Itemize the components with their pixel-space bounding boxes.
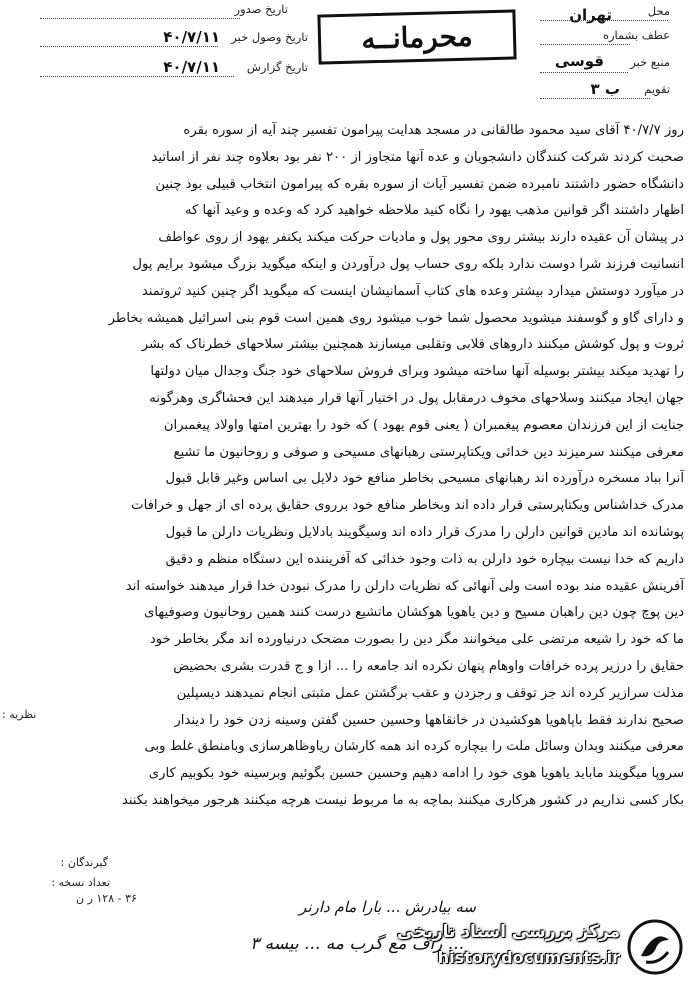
watermark-title: مرکز بررسی اسناد تاریخی xyxy=(397,922,620,942)
archive-logo-icon xyxy=(626,918,684,976)
copies-label: تعداد نسخه : xyxy=(51,876,110,889)
taqvim-line xyxy=(540,98,650,99)
body-line: حقایق را درزیر پرده خرافات واوهام پنهان نکرده اند جامعه را ... ازا و ج قدرت بشری بحضیض xyxy=(173,658,684,674)
body-line: معرفی میکنند وبدان وسائل ملت را بیچاره کرده اند همه کارشان ریاوظاهرسازی وبامنطق غلط وبی xyxy=(144,739,684,755)
signature-line-2: ... راف مع گرب مه ... بیسه ۳ xyxy=(250,934,464,954)
signature-line-1: سه بیادرش ... بارا مام دارنر xyxy=(299,898,476,916)
manba-label: منبع خبر xyxy=(630,55,670,69)
atf-line xyxy=(540,44,630,45)
manba-line xyxy=(540,72,628,73)
body-line: داریم که خدا نیست بیچاره خود دارلن به ذات وجود خدائی که آفریننده این دستگاه منظم و دقیق xyxy=(165,551,684,567)
body-line: معرفی میکنند سرمیزند دین خدائی ویکتاپرستی رهبانهای مسیحی و صوفی و روحانیون ما تشیع xyxy=(173,444,684,460)
body-line: در میآورد دوستش میدارد بیشتر وعده های کتاب آسمانیشان اینست که میگوید اگر چنین کنید ثروتمند xyxy=(141,283,684,299)
body-line: پوشانده اند مادین قوانین دارلن را مدرک قرار داده اند وسیگویند بادلایل ونظریات دارلن ما قبول xyxy=(165,524,684,540)
body-line: ثروت و پول کوشش میکنند داروهای قلابی وتقلبی میسازند همچنین بیشتر سلاحهای خطرناک که بشر xyxy=(141,337,684,353)
side-note-label: نظریه : xyxy=(2,708,37,721)
manba-value: قوسی xyxy=(554,52,604,70)
tarikh-sodur-line xyxy=(40,18,240,19)
body-line: در پیشان آن عقیده دارند بیشتر روی محور پول و مادیات حرکت میکند یکنفر یهود از روی عواطف xyxy=(158,230,684,246)
body-line: صحبت کردند شرکت کنندگان دانشجویان و عده آنها متجاوز از ۲۰۰ نفر بود بعلاوه چند نفر از اساتید xyxy=(151,149,684,165)
mahal-label: محل xyxy=(647,4,670,18)
taqvim-value: ب ۳ xyxy=(590,80,620,98)
confidential-stamp: محرمانــه xyxy=(317,9,516,64)
tarikh-gozaresh-line xyxy=(40,76,234,77)
body-line: صحیح ندارند فقط باپاهویا هوکشیدن در خانقاهها وحسین حسین گفتن وسینه زدن خود را دیندار xyxy=(174,712,684,728)
body-line: ما که خود را شیعه مرتضی علی میخوانند مگر دین را بصورت مضحک درنیاورده اند مگر بخاطر خود xyxy=(149,632,684,648)
body-line: انسانیت فرزند شرا دوست ندارد بلکه روی حساب پول درآوردن و اینکه میگوید بزرگ میشود برایم پول xyxy=(132,256,684,272)
tarikh-sodur-label: تاریخ صدور xyxy=(234,2,288,16)
body-line: آنرا بباد مسخره درآورده اند رهبانهای مسیحی بخاطر منافع خود دلایل بی اساس وغیر قابل قبول xyxy=(165,471,684,487)
body-line: آفرینش عقیده مند بوده است ولی آنهائی که نظریات دارلن را مدرک نبودن خدا قرار میدهند خواسته اند xyxy=(125,578,684,594)
body-line: جنایت از این فرزندان معصوم پیغمبران ( یعنی قوم یهود ) که خود را بهترین امتها واولاد پیغمبران xyxy=(163,417,684,433)
tarikh-gozaresh-value: ۴۰/۷/۱۱ xyxy=(163,58,220,76)
mahal-value: تهران xyxy=(569,6,612,24)
body-line: سروپا میگویند ماباید یاهویا هوی خود را ادامه دهیم وحسین حسین بگوئیم وبرسینه خود بکوبیم کاری xyxy=(148,766,684,782)
tarikh-vosul-line xyxy=(40,46,218,47)
body-line: را تهدید میکند بیشتر بوسیله آنها ساخته میشود وبرای فروش سلاحهای خود جنگ وجدال میان دولتها xyxy=(150,364,684,380)
tarikh-vosul-label: تاریخ وصول خبر xyxy=(231,30,308,44)
body-line: و دارای گاو و گوسفند میشوید محصول شما خوب میشود روی همین است قوم بنی اسرائیل همیشه بخاطر xyxy=(108,310,684,326)
body-line: جهان ایجاد میکنند وسلاحهای مخوف درمقابل پول در اختیار آنها قرار میدهند این فحشاگری وهرگونه xyxy=(149,390,684,406)
reference-number: ۳۶ - ۱۲۸ ر ن xyxy=(76,892,137,905)
body-line: مدرک خداشناس ویکتاپرستی قرار داده اند وبخاطر منافع خود برروی حقایق پرده ای از جهل و خرافات xyxy=(131,498,684,514)
body-line: اظهار داشتند اگر قوانین مذهب یهود را نگاه کنید ملاحظه خواهید کرد که وعده و وعید آنها که xyxy=(184,203,684,219)
archive-watermark xyxy=(397,912,690,982)
atf-label: عطف بشماره xyxy=(602,28,670,42)
report-body xyxy=(22,118,684,815)
body-line: دین پوچ چون دین راهبان مسیح و دین یاهویا هوکشان ماتشیع درست کنند همین روحانیون وصوفیهای xyxy=(144,605,684,621)
body-line: روز ۴۰/۷/۷ آقای سید محمود طالقانی در مسجد هدایت پیرامون تفسیر چند آیه از سوره بقره xyxy=(183,123,684,138)
mahal-line xyxy=(540,20,668,21)
watermark-url: historydocuments.ir xyxy=(437,948,620,967)
recipients-label: گیرندگان : xyxy=(60,856,108,869)
tarikh-vosul-value: ۴۰/۷/۱۱ xyxy=(163,28,220,46)
tarikh-gozaresh-label: تاریخ گزارش xyxy=(246,60,308,74)
taqvim-label: تقویم xyxy=(644,82,670,96)
body-line: مذلت سرازیر کرده اند جز توقف و رجزدن و عقب برگشتن عمل مثبتی انجام نمیدهند دیسپلین xyxy=(176,685,684,701)
body-line: بکار کسی نداریم در کشور هرکاری میکنند بماچه به ما مربوط نیست هرچه میکنند هرجور میخواهند بکنند xyxy=(121,792,684,808)
body-line: دانشگاه حضور داشتند نامبرده ضمن تفسیر آیات از سوره بقره که پیرامون انتخاب قبیلی بود چنین xyxy=(155,176,684,192)
